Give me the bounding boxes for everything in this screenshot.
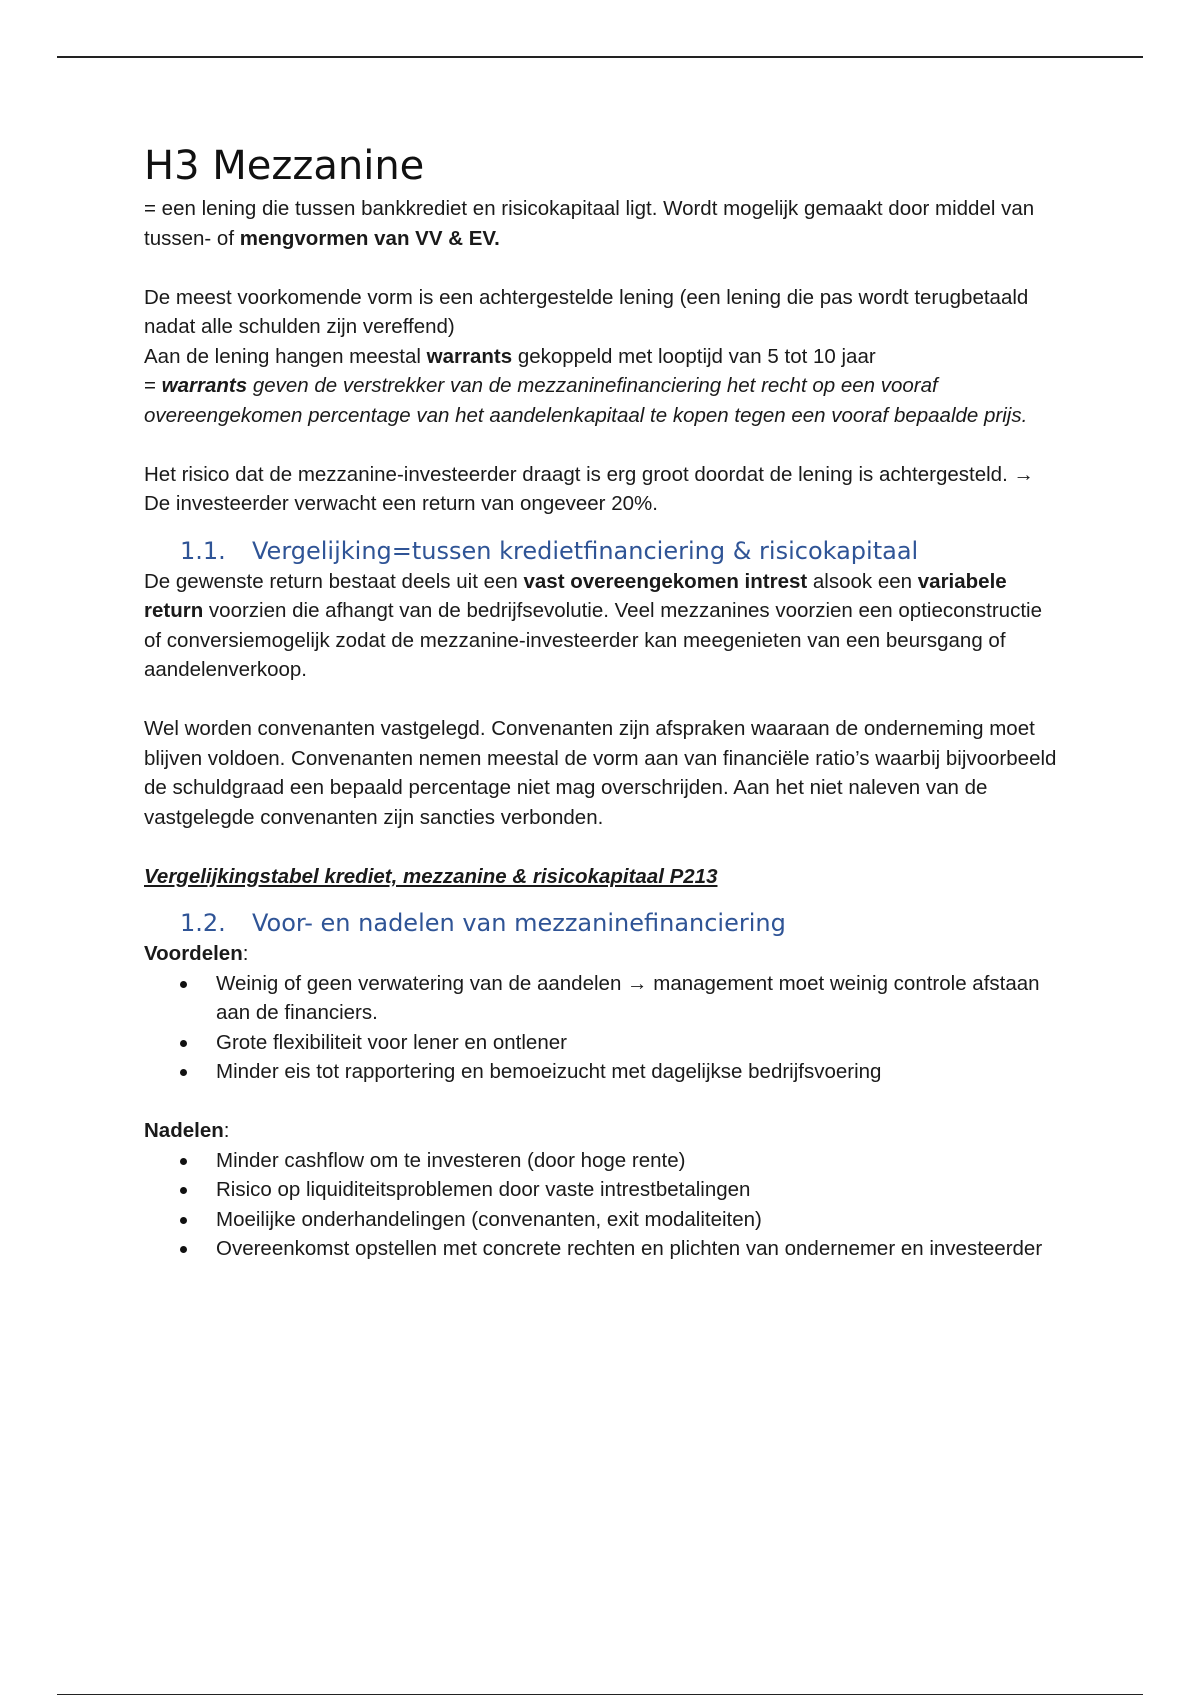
list-item: Risico op liquiditeitsproblemen door vaste intrestbetalingen (144, 1175, 1064, 1205)
bullet-icon (180, 1217, 187, 1224)
footer-rule (57, 1694, 1143, 1695)
list-item: Minder eis tot rapportering en bemoeizucht met dagelijkse bedrijfsvoering (144, 1057, 1064, 1087)
list-item: Grote flexibiliteit voor lener en ontlener (144, 1028, 1064, 1058)
bullet-icon (180, 1246, 187, 1253)
section-1-heading: 1.1. Vergelijking=tussen kredietfinanciering & risicokapitaal (180, 536, 919, 565)
header-rule (57, 56, 1143, 58)
list-item: Minder cashflow om te investeren (door hoge rente) (144, 1146, 1064, 1176)
nadelen-label: Nadelen: (144, 1119, 230, 1142)
section-2-heading: 1.2. Voor- en nadelen van mezzaninefinanciering (180, 909, 786, 937)
bullet-icon (180, 1040, 187, 1047)
list-item: Moeilijke onderhandelingen (convenanten, exit modaliteiten) (144, 1205, 1064, 1235)
nadelen-list (144, 1146, 1064, 1264)
document-page (144, 138, 1064, 1264)
intro-paragraph-3: Aan de lening hangen meestal warrants gekoppeld met looptijd van 5 tot 10 jaar (144, 344, 876, 368)
bullet-icon (180, 1187, 187, 1194)
list-item: Overeenkomst opstellen met concrete rechten en plichten van ondernemer en investeerder (144, 1234, 1064, 1264)
bullet-icon (180, 1158, 187, 1165)
section-1-paragraph-2: Wel worden convenanten vastgelegd. Convenanten zijn afspraken waaraan de onderneming moet blijven voldoen. Convenanten nemen meestal de vorm aan van financiële ratio’s waarbij bijvoorbeeld de schuldgraad een bepaald percentage niet mag overschrijden. Aan het niet naleven van de vastgelegde convenanten zijn sancties verbonden. (144, 717, 1057, 829)
bullet-icon (180, 981, 187, 988)
bullet-icon (180, 1069, 187, 1076)
voordelen-label: Voordelen: (144, 942, 249, 965)
risk-paragraph: Het risico dat de mezzanine-investeerder draagt is erg groot doordat de lening is achtergesteld. → De investeerder verwacht een return van ongeveer 20%. (144, 462, 1034, 515)
intro-paragraph-1: = een lening die tussen bankkrediet en risicokapitaal ligt. Wordt mogelijk gemaakt door middel van tussen- of mengvormen van VV & EV. (144, 197, 1035, 250)
section-1-paragraph-1: De gewenste return bestaat deels uit een vast overeengekomen intrest alsook een variabele return voorzien die afhangt van de bedrijfsevolutie. Veel mezzanines voorzien een optieconstructie of conversiemogelijk zodat de mezzanine-investeerder kan meegenieten van een beursgang of aandelenverkoop. (144, 569, 1042, 681)
page-title: H3 Mezzanine (144, 143, 425, 189)
table-reference: Vergelijkingstabel krediet, mezzanine & risicokapitaal P213 (144, 864, 718, 888)
list-item: Weinig of geen verwatering van de aandelen → management moet weinig controle afstaan aan de financiers. (144, 969, 1064, 1028)
warrants-definition: = warrants geven de verstrekker van de mezzaninefinanciering het recht op een vooraf overeengekomen percentage van het aandelenkapitaal te kopen tegen een vooraf bepaalde prijs. (144, 374, 1028, 427)
voordelen-list (144, 969, 1064, 1087)
intro-paragraph-2: De meest voorkomende vorm is een achtergestelde lening (een lening die pas wordt terugbetaald nadat alle schulden zijn vereffend) (144, 285, 1029, 338)
